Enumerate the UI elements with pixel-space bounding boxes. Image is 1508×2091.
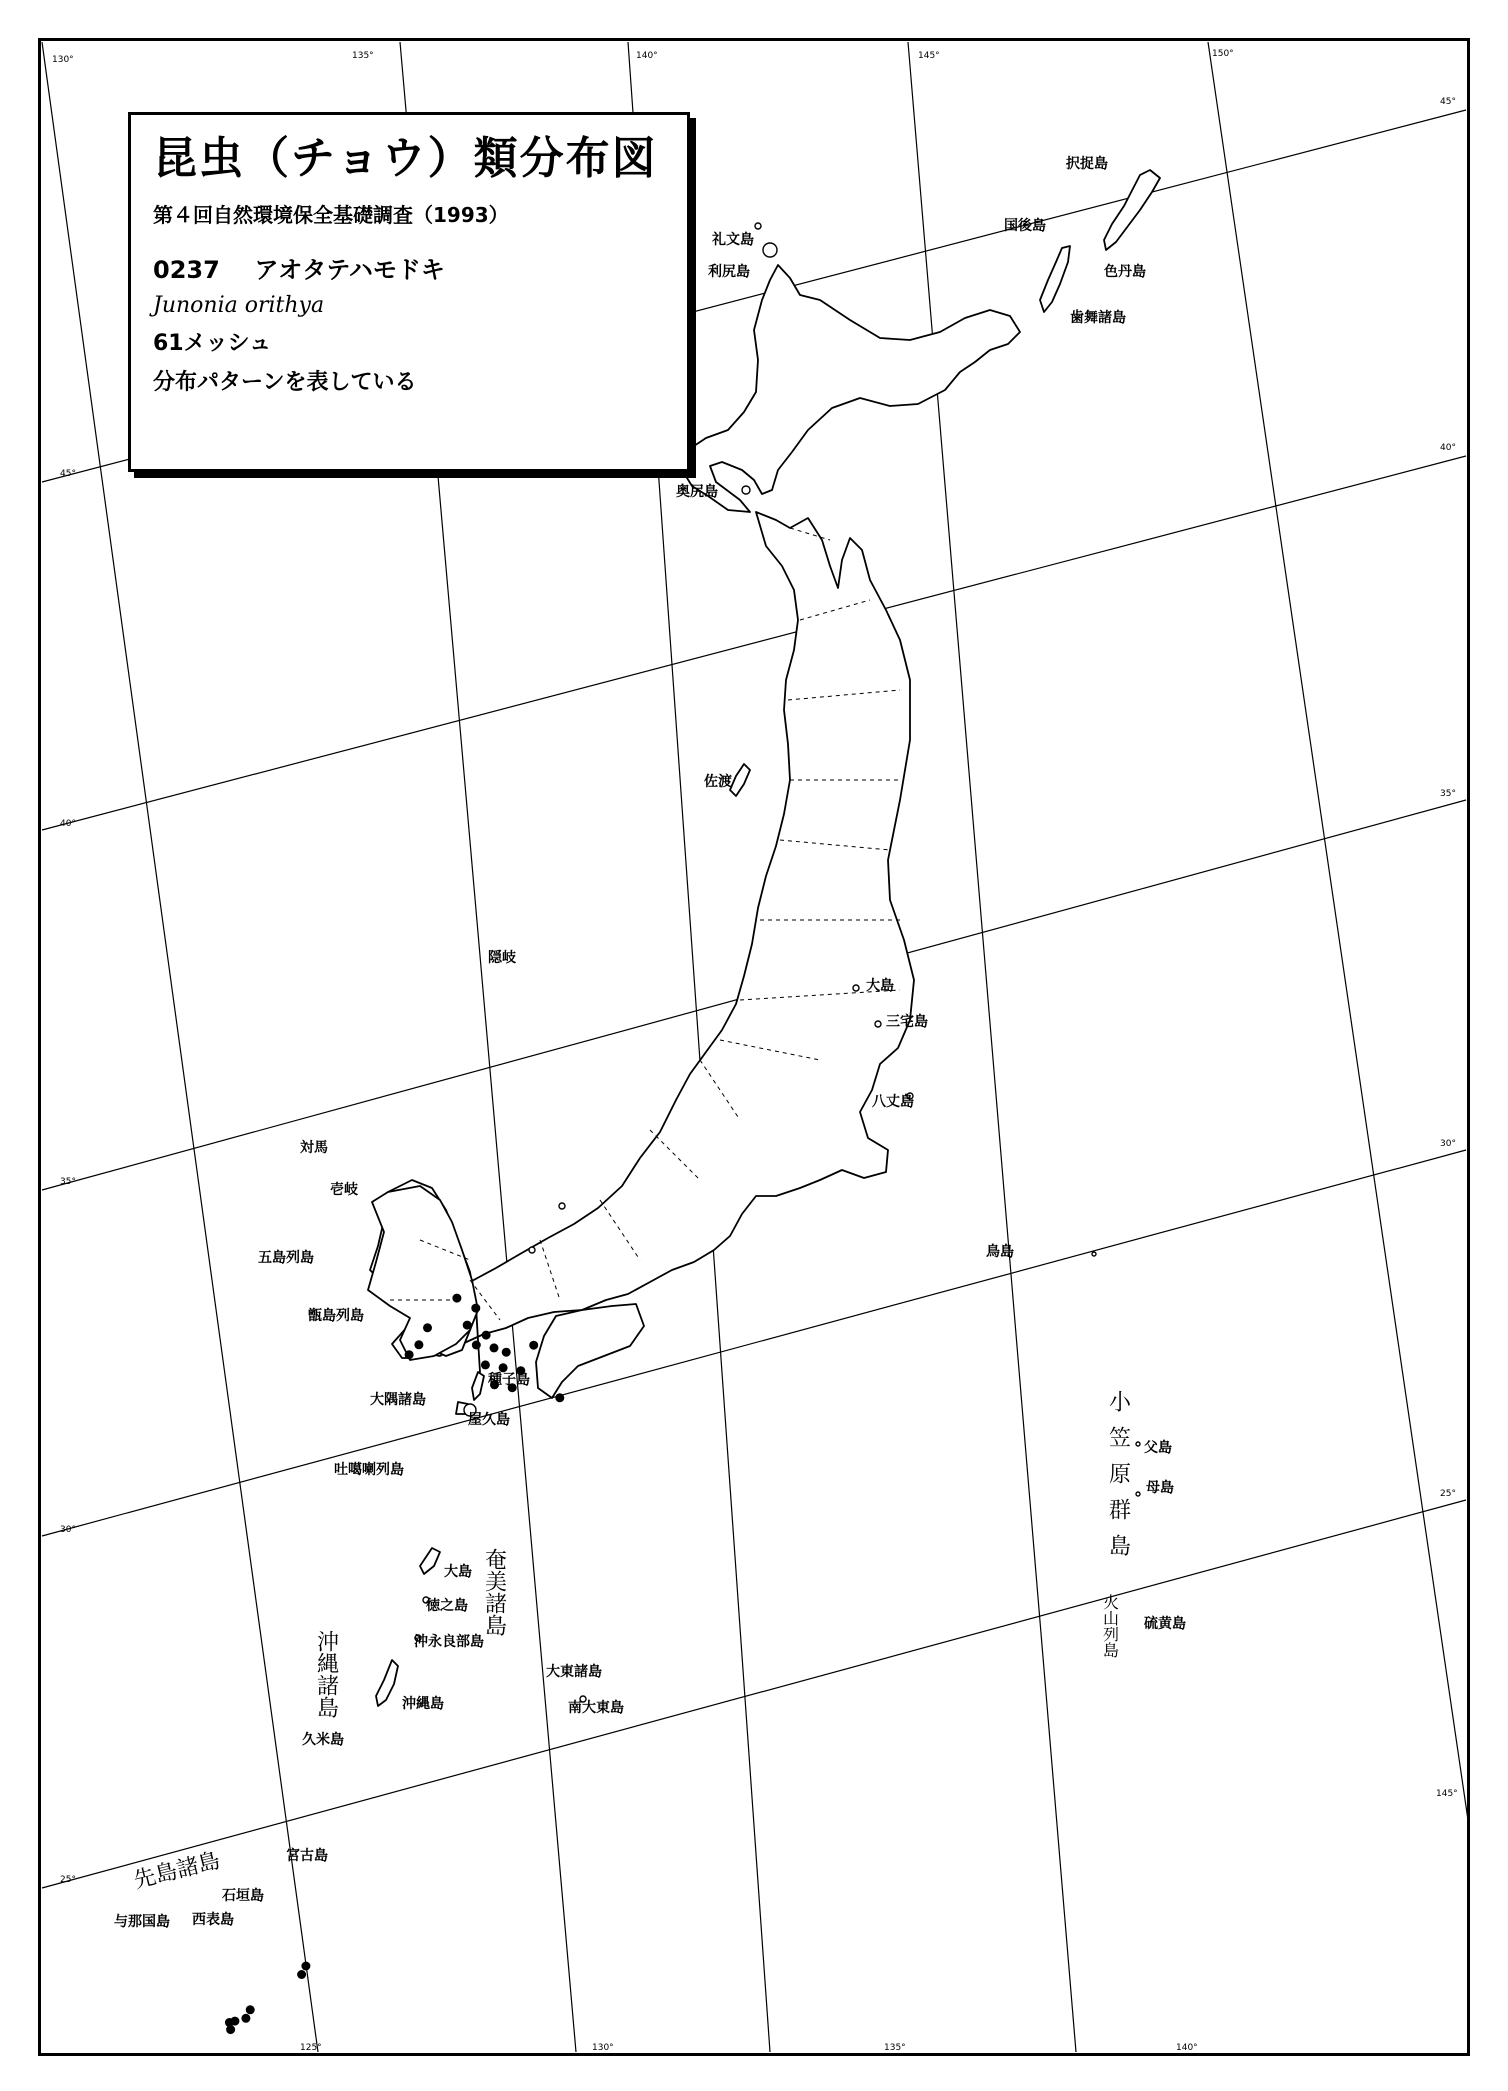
- label-amami-group: 奄美諸島: [481, 1548, 507, 1636]
- etorofu-outline: [1104, 170, 1160, 250]
- label-okinoerabu: 沖永良部島: [414, 1634, 484, 1650]
- distribution-dot: [481, 1360, 490, 1369]
- label-okushiri: 奥尻島: [676, 484, 718, 500]
- distribution-dot: [502, 1348, 511, 1357]
- island-group-labels: [131, 1390, 1130, 1894]
- tick-left-35: 35°: [60, 1177, 76, 1187]
- tick-right-40: 40°: [1440, 443, 1456, 453]
- distribution-dot: [423, 1323, 432, 1332]
- tick-left-25: 25°: [60, 1875, 76, 1885]
- legend-box: [128, 112, 690, 472]
- label-oshima: 大島: [866, 978, 894, 994]
- tick-right-25: 25°: [1440, 1489, 1456, 1499]
- species-heading: [153, 250, 665, 285]
- label-oki: 隠岐: [488, 950, 516, 966]
- label-tsushima: 対馬: [300, 1140, 328, 1156]
- shikoku-outline: [536, 1304, 644, 1398]
- species-name-ja: アオタテハモドキ: [254, 256, 445, 284]
- tick-top-135: 135°: [352, 51, 374, 61]
- label-ogasawara-group: 小笠原群島: [1105, 1390, 1131, 1570]
- label-chichi: 父島: [1144, 1440, 1172, 1456]
- label-kume: 久米島: [302, 1732, 344, 1748]
- kyushu-south-outline: [368, 1186, 478, 1360]
- mesh-count: 61メッシュ: [153, 331, 272, 356]
- label-hachijo: 八丈島: [872, 1094, 914, 1110]
- kunashiri-outline: [1040, 246, 1070, 312]
- label-haha: 母島: [1146, 1480, 1174, 1496]
- distribution-dot: [414, 1340, 423, 1349]
- distribution-dot: [241, 2014, 250, 2023]
- tick-top-145: 145°: [918, 51, 940, 61]
- label-habomai: 歯舞諸島: [1070, 310, 1126, 326]
- label-osumi: 大隅諸島: [370, 1392, 426, 1408]
- label-torishima: 鳥島: [986, 1244, 1014, 1260]
- label-yakushima: 屋久島: [468, 1412, 510, 1428]
- tick-top-140: 140°: [636, 51, 658, 61]
- species-code: 0237: [153, 256, 220, 284]
- distribution-dot: [226, 2025, 235, 2034]
- label-iriomote: 西表島: [192, 1912, 234, 1928]
- label-tanegashima: 種子島: [488, 1372, 530, 1388]
- distribution-dot: [246, 2005, 255, 2014]
- label-okinawa: 沖縄島: [402, 1696, 444, 1712]
- distribution-dot: [471, 1304, 480, 1313]
- tick-right-145: 145°: [1436, 1789, 1458, 1799]
- label-daito: 大東諸島: [546, 1664, 602, 1680]
- tick-right-30: 30°: [1440, 1139, 1456, 1149]
- distribution-dot: [463, 1321, 472, 1330]
- distribution-dot: [452, 1294, 461, 1303]
- distribution-dot: [499, 1363, 508, 1372]
- distribution-dot: [529, 1341, 538, 1350]
- okinawa-outline: [376, 1660, 398, 1706]
- label-sado: 佐渡: [704, 774, 732, 790]
- tick-right-45: 45°: [1440, 97, 1456, 107]
- label-amami: 大島: [444, 1564, 472, 1580]
- sado-outline: [730, 764, 750, 796]
- distribution-dot: [482, 1331, 491, 1340]
- tick-bottom-125: 125°: [300, 2043, 322, 2053]
- label-sakishima-group: 先島諸島: [131, 1848, 223, 1894]
- amami-outline: [420, 1548, 440, 1574]
- survey-name: 第４回自然環境保全基礎調査（1993）: [153, 203, 509, 227]
- pattern-note: 分布パターンを表している: [153, 370, 417, 395]
- label-rishiri: 利尻島: [708, 264, 750, 280]
- label-koshiki: 甑島列島: [308, 1308, 364, 1324]
- honshu-outline: [404, 512, 914, 1356]
- tick-bottom-135: 135°: [884, 2043, 906, 2053]
- tick-bottom-140: 140°: [1176, 2043, 1198, 2053]
- tick-left-40: 40°: [60, 819, 76, 829]
- tick-right-35: 35°: [1440, 789, 1456, 799]
- species-name-sci: Junonia orithya: [153, 293, 325, 318]
- tanegashima-outline: [472, 1372, 484, 1400]
- distribution-dot: [301, 1962, 310, 1971]
- distribution-dot: [405, 1350, 414, 1359]
- tick-top-130: 130°: [52, 55, 74, 65]
- label-iki: 壱岐: [330, 1182, 358, 1198]
- label-kazan-group: 火山列島: [1100, 1594, 1120, 1658]
- label-okinawa-group: 沖縄諸島: [313, 1630, 339, 1718]
- label-etorofu: 択捉島: [1066, 156, 1108, 172]
- label-goto: 五島列島: [258, 1250, 314, 1266]
- label-yonaguni: 与那国島: [114, 1914, 170, 1930]
- tick-top-150: 150°: [1212, 49, 1234, 59]
- label-shikotan: 色丹島: [1104, 264, 1146, 280]
- label-rebun: 礼文島: [712, 232, 754, 248]
- label-minamidaito: 南大東島: [568, 1700, 624, 1716]
- label-ishigaki: 石垣島: [222, 1888, 264, 1904]
- label-tokunoshima: 徳之島: [426, 1598, 468, 1614]
- distribution-dot: [472, 1341, 481, 1350]
- tick-left-30: 30°: [60, 1525, 76, 1535]
- label-iwo: 硫黄島: [1144, 1616, 1186, 1632]
- label-miyako: 宮古島: [286, 1848, 328, 1864]
- label-miyake: 三宅島: [886, 1014, 928, 1030]
- label-tokara: 吐噶喇列島: [334, 1462, 404, 1478]
- distribution-dot: [297, 1970, 306, 1979]
- distribution-dot: [490, 1343, 499, 1352]
- tick-bottom-130: 130°: [592, 2043, 614, 2053]
- distribution-dot: [555, 1393, 564, 1402]
- label-kunashiri: 国後島: [1004, 218, 1046, 234]
- map-title: 昆虫（チョウ）類分布図: [153, 133, 658, 184]
- tick-left-45: 45°: [60, 469, 76, 479]
